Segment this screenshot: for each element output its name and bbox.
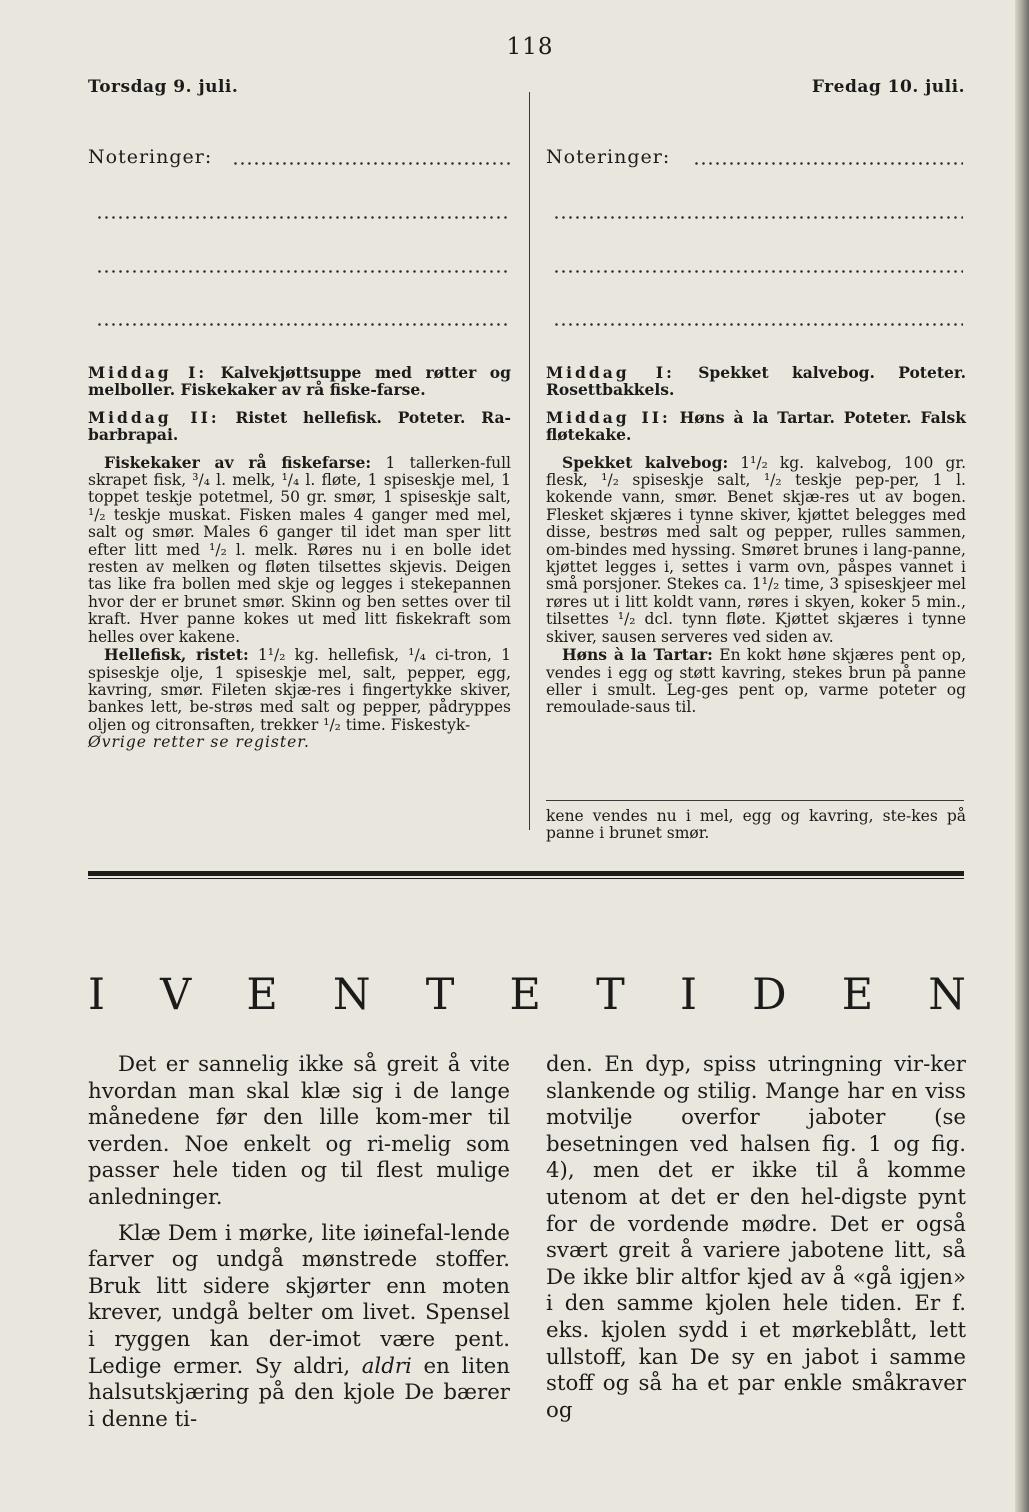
notes-dotline-left-3: [96, 270, 510, 273]
notes-dotline-left-2: [96, 216, 510, 219]
notes-label-left: Noteringer:: [88, 146, 213, 168]
recipe-hellefisk-title: Hellefisk, ristet:: [104, 645, 249, 665]
article-left-column: [88, 1052, 510, 1433]
recipes-left-column: [88, 364, 511, 752]
menu-1-text-right: Spekket kalvebog. Poteter. Rosettbakkels.: [546, 363, 966, 400]
article-title: [88, 970, 966, 1020]
column-divider: [529, 92, 530, 830]
menu-2-label-right: Middag II:: [546, 407, 671, 427]
article-paragraph-2-start: Klæ Dem i mørke, lite iøinefal-lende farver og undgå mønstrede stoffer. Bruk litt sidere skjørter enn moten krever, undgå belter om livet. Spensel i ryggen kan der-imot være pent. Ledige ermer. Sy aldri,: [88, 1220, 510, 1379]
notes-dotline-right-4: [553, 323, 963, 326]
notes-label-right: Noteringer:: [546, 146, 671, 168]
notes-dotline-right-1: [693, 162, 963, 165]
article-paragraph-2-end: en liten halsutskjæring på den kjole De bærer i denne ti-: [88, 1353, 510, 1432]
notes-dotline-left-1: [232, 162, 510, 165]
page-number: 118: [506, 34, 554, 60]
continuation-rule: [546, 800, 964, 801]
menu-1-label-left: Middag I:: [88, 363, 208, 382]
recipes-right-column: [546, 364, 966, 717]
day-heading-left: Torsdag 9. juli.: [88, 77, 239, 97]
menu-2-left: [88, 409, 511, 444]
book-spine-edge: [1015, 0, 1029, 1512]
recipe-fiskekaker-text: 1 tallerken-full skrapet fisk, ³/₄ l. melk, ¹/₄ l. fløte, 1 spiseskje mel, 1 toppet teskje potetmel, 50 gr. smør, 1 spiseskje salt, ¹/₂ teskje muskat. Fisken males 4 ganger med mel, salt og smør. Males 6 ganger til idet man sper litt efter litt med ¹/₂ l. melk. Røres nu i en bolle idet resten av melken og fløten tilsettes skjevis. Deigen tas like fra bollen med skje og legges i stekepannen hvor der er brunet smør. Skinn og ben settes over til kraft. Hver panne kokes ut med litt fiskekraft som helles over kakene.: [88, 453, 511, 646]
section-rule-thin: [88, 878, 964, 879]
article-title-letter: E: [246, 970, 278, 1020]
recipe-hellefisk: [88, 646, 511, 734]
article-right-column: [546, 1052, 966, 1424]
menu-2-label-left: Middag II:: [88, 407, 220, 427]
article-title-letter: D: [752, 970, 787, 1020]
section-rule-thick: [88, 871, 964, 876]
article-paragraph-1: Det er sannelig ikke så greit å vite hvordan man skal klæ sig i de lange månedene før den lille kom-mer til verden. Noe enkelt og ri-melig som passer hele tiden og til flest mulige anledninger.: [88, 1052, 510, 1210]
menu-1-right: [546, 364, 966, 399]
article-title-letter: N: [332, 970, 371, 1020]
menu-2-text-right: Høns à la Tartar. Poteter. Falsk fløtekake.: [546, 407, 966, 445]
article-title-letter: E: [509, 970, 541, 1020]
menu-1-text-left: Kalvekjøttsuppe med røtter og melboller. Fiskekaker av rå fiske-farse.: [88, 363, 511, 400]
recipe-hellefisk-text: 1¹/₂ kg. hellefisk, ¹/₄ ci-tron, 1 spiseskje olje, 1 spiseskje mel, salt, pepper, egg, kavring, smør. Fileten skjæ-res i fingertykke skiver, bankes lett, be-strøs med salt og pepper, pådryppes oljen og citronsaften, trekker ¹/₂ time. Fiskestyk-: [88, 646, 511, 734]
recipe-hons-title: Høns à la Tartar:: [562, 645, 713, 665]
continuation-text: kene vendes nu i mel, egg og kavring, ste-kes på panne i brunet smør.: [546, 807, 966, 843]
recipe-kalvebog: [546, 454, 966, 646]
menu-1-left: [88, 364, 511, 399]
article-paragraph-3: den. En dyp, spiss utringning vir-ker slankende og stilig. Mange har en viss motvilje overfor jaboter (se besetningen ved halsen fig. 1 og fig. 4), men det er ikke til å komme utenom at det er den hel-digste pynt for de vordende mødre. Det er også svært greit å variere jabotene litt, så De ikke blir altfor kjed av å «gå igjen» i den samme kjolen hele tiden. Er f. eks. kjolen sydd i et mørkeblått, lett ullstoff, kan De sy en jabot i samme stoff og så ha et par enkle småkraver og: [546, 1052, 966, 1423]
recipe-hons-text: En kokt høne skjæres pent op, vendes i egg og støtt kavring, stekes brun på panne eller i smult. Leg-ges pent op, varme poteter og remoulade-saus til.: [546, 646, 967, 717]
notes-dotline-right-2: [553, 216, 963, 219]
article-title-letter: E: [841, 970, 874, 1020]
recipe-kalvebog-title: Spekket kalvebog:: [562, 452, 729, 472]
recipe-kalvebog-text: 1¹/₂ kg. kalvebog, 100 gr. flesk, ¹/₂ spiseskje salt, ¹/₂ teskje pep-per, 1 l. kokende vann, smør. Benet skjæ-res ut av bogen. Flesket skjæres i tynne skiver, kjøttet belegges med disse, bestrøs med salt og pepper, rulles sammen, om-bindes med hyssing. Smøret brunes i lang-panne, kjøttet legges i, settes i varm ovn, påspes vannet i små porsjoner. Stekes ca. 1¹/₂ time, 3 spiseskjeer mel røres ut i litt koldt vann, røres i skyen, koker 5 min., tilsettes ¹/₂ dcl. tynn fløte. Kjøttet skjæres i tynne skiver, sausen serveres ved siden av.: [546, 453, 966, 646]
recipe-fiskekaker: [88, 454, 511, 646]
article-title-letter: N: [928, 970, 966, 1020]
article-title-letter: I: [679, 970, 697, 1020]
menu-1-label-right: Middag I:: [546, 363, 675, 382]
day-heading-right: Fredag 10. juli.: [811, 77, 965, 97]
recipe-fiskekaker-title: Fiskekaker av rå fiskefarse:: [104, 452, 372, 472]
menu-2-right: [546, 409, 966, 444]
menu-2-text-left: Ristet hellefisk. Poteter. Ra-barbrapai.: [88, 407, 511, 445]
article-title-letter: I: [88, 970, 105, 1020]
recipe-hons: [546, 646, 966, 717]
article-title-letter: T: [596, 970, 625, 1020]
article-title-letter: T: [425, 970, 455, 1020]
article-paragraph-2: [88, 1221, 510, 1434]
notes-dotline-right-3: [553, 270, 963, 273]
article-title-letter: V: [160, 970, 192, 1020]
notes-dotline-left-4: [96, 323, 510, 326]
register-note: Øvrige retter se register.: [88, 733, 310, 752]
article-emphasis: aldri: [361, 1353, 412, 1379]
